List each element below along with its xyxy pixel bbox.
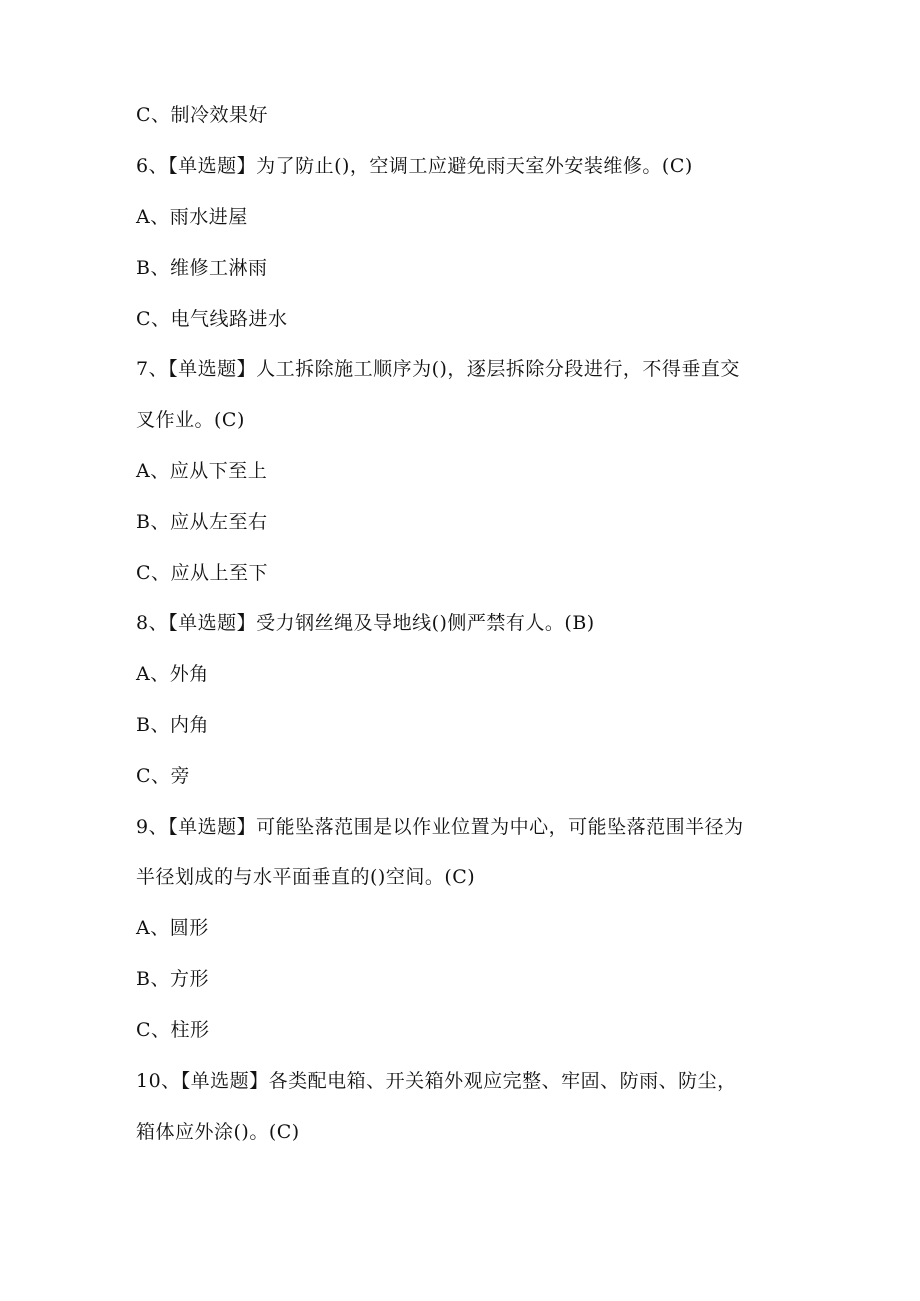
option-7b: B、应从左至右 <box>136 511 268 533</box>
option-6a: A、雨水进屋 <box>136 206 248 228</box>
question-9-line-1: 9、【单选题】可能坠落范围是以作业位置为中心，可能坠落范围半径为 <box>136 816 744 838</box>
option-6b: B、维修工淋雨 <box>136 257 268 279</box>
option-6c: C、电气线路进水 <box>136 308 288 330</box>
option-7c: C、应从上至下 <box>136 562 269 584</box>
question-7-line-1: 7、【单选题】人工拆除施工顺序为()，逐层拆除分段进行，不得垂直交 <box>136 358 740 380</box>
option-8c: C、旁 <box>136 765 191 787</box>
option-9a: A、圆形 <box>136 917 209 939</box>
question-6: 6、【单选题】为了防止()，空调工应避免雨天室外安装维修。(C) <box>136 155 693 177</box>
option-9c: C、柱形 <box>136 1019 210 1041</box>
question-10-line-1: 10、【单选题】各类配电箱、开关箱外观应完整、牢固、防雨、防尘， <box>136 1070 737 1092</box>
option-5c: C、制冷效果好 <box>136 104 269 126</box>
option-7a: A、应从下至上 <box>136 460 268 482</box>
question-10-line-2: 箱体应外涂()。(C) <box>136 1121 300 1143</box>
question-8: 8、【单选题】受力钢丝绳及导地线()侧严禁有人。(B) <box>136 612 595 634</box>
option-8a: A、外角 <box>136 663 209 685</box>
option-9b: B、方形 <box>136 968 209 990</box>
question-7-line-2: 叉作业。(C) <box>136 409 245 431</box>
question-9-line-2: 半径划成的与水平面垂直的()空间。(C) <box>136 866 476 888</box>
option-8b: B、内角 <box>136 714 209 736</box>
